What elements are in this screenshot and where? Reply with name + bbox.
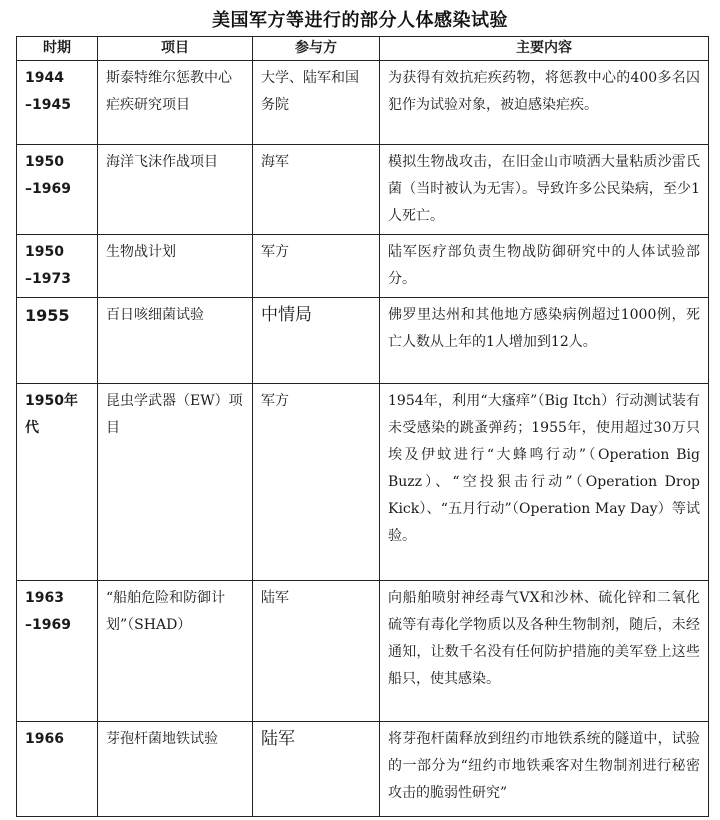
period-cell: 1955 <box>17 298 98 384</box>
content-cell: 模拟生物战攻击，在旧金山市喷洒大量粘质沙雷氏菌（当时被认为无害）。导致许多公民染病，至少1人死亡。 <box>380 145 709 235</box>
party-cell: 海军 <box>253 145 380 235</box>
project-cell: 昆虫学武器（EW）项目 <box>98 384 253 581</box>
project-cell: 生物战计划 <box>98 235 253 298</box>
content-cell: 陆军医疗部负责生物战防御研究中的人体试验部分。 <box>380 235 709 298</box>
content-cell: 为获得有效抗疟疾药物，将惩教中心的400多名囚犯作为试验对象，被迫感染疟疾。 <box>380 61 709 145</box>
party-cell: 军方 <box>253 235 380 298</box>
project-cell: “船舶危险和防御计划”（SHAD） <box>98 581 253 722</box>
period-cell: 1950年代 <box>17 384 98 581</box>
content-cell: 佛罗里达州和其他地方感染病例超过1000例，死亡人数从上年的1人增加到12人。 <box>380 298 709 384</box>
header-row <box>17 37 709 61</box>
table-row <box>17 298 709 384</box>
content-cell: 将芽孢杆菌释放到纽约市地铁系统的隧道中，试验的一部分为“纽约市地铁乘客对生物制剂进行秘密攻击的脆弱性研究” <box>380 722 709 817</box>
table-row <box>17 722 709 817</box>
party-cell: 陆军 <box>253 722 380 817</box>
header-project: 项目 <box>98 37 253 61</box>
period-cell: 1944 –1945 <box>17 61 98 145</box>
period-cell: 1950 –1969 <box>17 145 98 235</box>
table-row <box>17 235 709 298</box>
header-period: 时期 <box>17 37 98 61</box>
content-cell: 向船舶喷射神经毒气VX和沙林、硫化锌和二氧化硫等有毒化学物质以及各种生物制剂，随后，未经通知，让数千名没有任何防护措施的美军登上这些船只，使其感染。 <box>380 581 709 722</box>
project-cell: 斯泰特维尔惩教中心疟疾研究项目 <box>98 61 253 145</box>
table-row <box>17 61 709 145</box>
project-cell: 百日咳细菌试验 <box>98 298 253 384</box>
table-title: 美国军方等进行的部分人体感染试验 <box>212 10 508 31</box>
project-cell: 海洋飞沫作战项目 <box>98 145 253 235</box>
project-cell: 芽孢杆菌地铁试验 <box>98 722 253 817</box>
period-cell: 1966 <box>17 722 98 817</box>
content-cell: 1954年，利用“大瘙痒”（Big Itch）行动测试装有未受感染的跳蚤弹药；1955年，使用超过30万只埃及伊蚊进行“大蜂鸣行动”（Operation Big Buzz）、“空投狠击行动”（Operation Drop Kick）、“五月行动”（Operation May Day）等试验。 <box>380 384 709 581</box>
table-row <box>17 581 709 722</box>
party-cell: 陆军 <box>253 581 380 722</box>
table-row <box>17 384 709 581</box>
experiments-table <box>16 36 709 817</box>
table-row <box>17 145 709 235</box>
header-party: 参与方 <box>253 37 380 61</box>
period-cell: 1963 –1969 <box>17 581 98 722</box>
period-cell: 1950 –1973 <box>17 235 98 298</box>
party-cell: 大学、陆军和国务院 <box>253 61 380 145</box>
party-cell: 军方 <box>253 384 380 581</box>
party-cell: 中情局 <box>253 298 380 384</box>
header-content: 主要内容 <box>380 37 709 61</box>
